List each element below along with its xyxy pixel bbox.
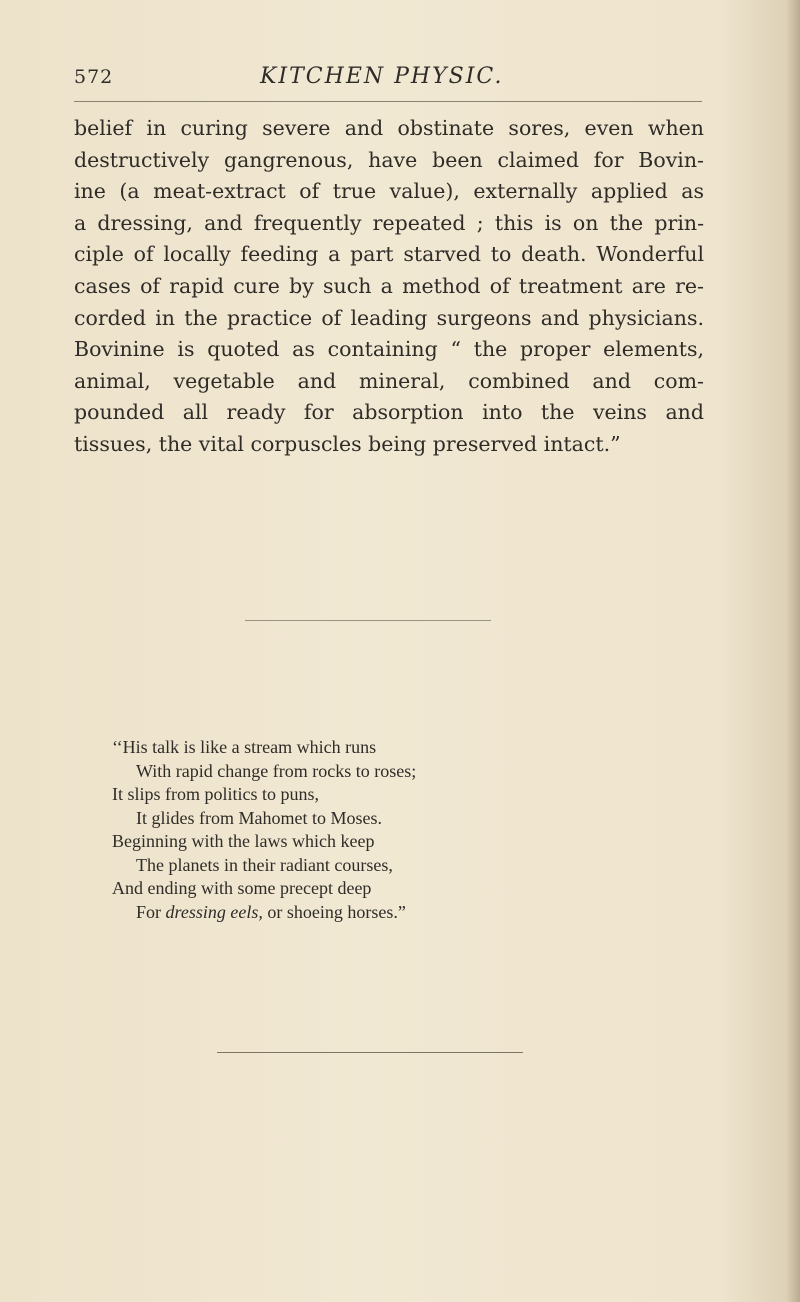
body-line: ciple of locally feeding a part starved to death. Wonderful (74, 242, 704, 267)
page-header (74, 64, 702, 100)
poem-text: For (136, 901, 166, 922)
poem-line: With rapid change from rocks to roses; (136, 760, 417, 781)
poem-line: The planets in their radiant courses, (136, 854, 393, 875)
poem-line: It slips from politics to puns, (112, 784, 319, 804)
body-line: ine (a meat-extract of true value), externally applied as (74, 179, 704, 204)
poem-quotation (112, 736, 712, 924)
section-divider (245, 620, 491, 621)
running-head: KITCHEN PHYSIC. (260, 64, 504, 89)
body-line: pounded all ready for absorption into the veins and (74, 400, 704, 425)
body-line: destructively gangrenous, have been claimed for Bovin- (74, 147, 704, 172)
body-line: animal, vegetable and mineral, combined and com- (74, 368, 704, 393)
body-line: Bovinine is quoted as containing “ the proper elements, (74, 337, 704, 362)
poem-line: And ending with some precept deep (112, 878, 372, 898)
poem-line: ‘‘His talk is like a stream which runs (112, 737, 377, 757)
page-number: 572 (74, 66, 114, 88)
poem-line-last (112, 901, 712, 925)
body-line: tissues, the vital corpuscles being preserved intact.” (74, 431, 621, 456)
poem-line: Beginning with the laws which keep (112, 831, 375, 851)
poem-line: It glides from Mahomet to Moses. (136, 807, 382, 828)
body-paragraph (74, 113, 704, 461)
body-line: cases of rapid cure by such a method of treatment are re- (74, 273, 704, 298)
header-rule (74, 101, 702, 102)
body-line: a dressing, and frequently repeated ; this is on the prin- (74, 210, 704, 235)
body-line: belief in curing severe and obstinate sores, even when (74, 116, 704, 140)
poem-text: or shoeing horses.” (262, 901, 406, 922)
closing-rule (217, 1052, 523, 1053)
body-line: corded in the practice of leading surgeons and physicians. (74, 305, 704, 330)
poem-italic-text: dressing eels, (165, 901, 263, 922)
page-edge-shadow (786, 0, 800, 1302)
